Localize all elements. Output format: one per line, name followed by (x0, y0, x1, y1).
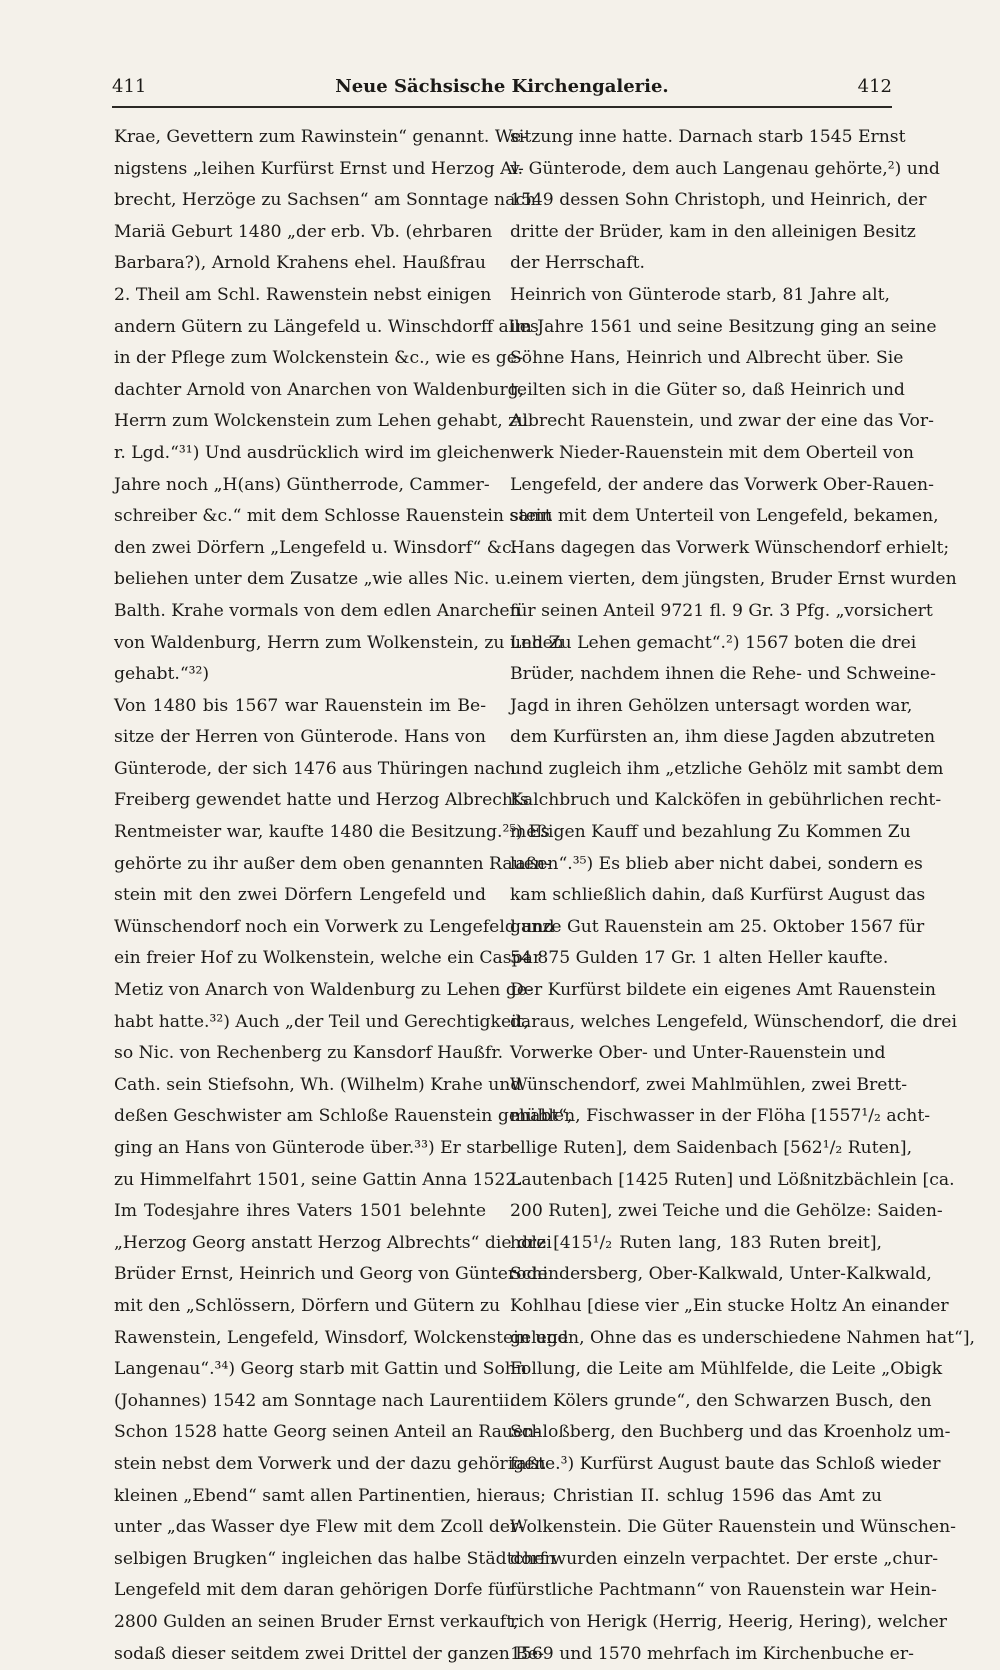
text-line: der Herrschaft. (510, 248, 882, 280)
text-line: dritte der Brüder, kam in den alleinigen Besitz (510, 217, 882, 249)
text-line: laßen“.³⁵) Es blieb aber nicht dabei, sondern es (510, 849, 882, 881)
text-line: rich von Herigk (Herrig, Heerig, Hering), welcher (510, 1607, 882, 1639)
text-line: Follung, die Leite am Mühlfelde, die Leite „Obigk (510, 1354, 882, 1386)
text-line: Im Todesjahre ihres Vaters 1501 belehnte (114, 1196, 486, 1228)
text-line: in der Pflege zum Wolckenstein &c., wie es ge- (114, 343, 486, 375)
text-line: Lengefeld mit dem daran gehörigen Dorfe für (114, 1575, 486, 1607)
text-line: dem Kölers grunde“, den Schwarzen Busch, den (510, 1386, 882, 1418)
text-line: andern Gütern zu Längefeld u. Winschdorff alles (114, 312, 486, 344)
text-line: teilten sich in die Güter so, daß Heinrich und (510, 375, 882, 407)
text-line: so Nic. von Rechenberg zu Kansdorf Haußfr. (114, 1038, 486, 1070)
text-line: stein mit den zwei Dörfern Lengefeld und (114, 880, 486, 912)
text-line: habt hatte.³²) Auch „der Teil und Gerechtigkeit, (114, 1007, 486, 1039)
text-line: und zugleich ihm „etzliche Gehölz mit sambt dem (510, 754, 882, 786)
text-line: r. Lgd.“³¹) Und ausdrücklich wird im gleichen (114, 438, 486, 470)
text-line: Schon 1528 hatte Georg seinen Anteil an Rauen- (114, 1417, 486, 1449)
text-line: Kohlhau [diese vier „Ein stucke Holtz An einander (510, 1291, 882, 1323)
text-line: Barbara?), Arnold Krahens ehel. Haußfrau (114, 248, 486, 280)
text-line: selbigen Brugken“ ingleichen das halbe Städtchen (114, 1544, 486, 1576)
text-line: ein freier Hof zu Wolkenstein, welche ein Caspar (114, 943, 486, 975)
text-line: Lengefeld, der andere das Vorwerk Ober-Rauen- (510, 470, 882, 502)
text-line: Schindersberg, Ober-Kalkwald, Unter-Kalkwald, (510, 1259, 882, 1291)
text-line: gelegen, Ohne das es underschiedene Nahmen hat“], (510, 1323, 882, 1355)
text-line: dem Kurfürsten an, ihm diese Jagden abzutreten (510, 722, 882, 754)
text-line: für seinen Anteil 9721 fl. 9 Gr. 3 Pfg. „vorsichert (510, 596, 882, 628)
text-line: Rentmeister war, kaufte 1480 die Besitzung.²⁵) Es (114, 817, 486, 849)
text-line: Der Kurfürst bildete ein eigenes Amt Rauenstein (510, 975, 882, 1007)
text-line: Lautenbach [1425 Ruten] und Lößnitzbächlein [ca. (510, 1165, 882, 1197)
right-column (510, 122, 882, 1670)
text-line: nigstens „leihen Kurfürst Ernst und Herzog Al- (114, 154, 486, 186)
text-line: Heinrich von Günterode starb, 81 Jahre alt, (510, 280, 882, 312)
text-line: Balth. Krahe vormals von dem edlen Anarchen (114, 596, 486, 628)
text-line: meßigen Kauff und bezahlung Zu Kommen Zu (510, 817, 882, 849)
text-line: fürstliche Pachtmann“ von Rauenstein war Hein- (510, 1575, 882, 1607)
text-line: holz [415¹/₂ Ruten lang, 183 Ruten breit], (510, 1228, 882, 1260)
text-line: Metiz von Anarch von Waldenburg zu Lehen ge- (114, 975, 486, 1007)
text-line: Von 1480 bis 1567 war Rauenstein im Be- (114, 691, 486, 723)
text-line: Hans dagegen das Vorwerk Wünschendorf erhielt; (510, 533, 882, 565)
text-line: kam schließlich dahin, daß Kurfürst August das (510, 880, 882, 912)
text-line: von Waldenburg, Herrn zum Wolkenstein, zu Lehen (114, 628, 486, 660)
text-line: dachter Arnold von Anarchen von Waldenburg, (114, 375, 486, 407)
text-line: im Jahre 1561 und seine Besitzung ging an seine (510, 312, 882, 344)
text-line: gehörte zu ihr außer dem oben genannten Rauen- (114, 849, 486, 881)
page-header (112, 76, 892, 104)
text-line: „Herzog Georg anstatt Herzog Albrechts“ die drei (114, 1228, 486, 1260)
text-line: v. Günterode, dem auch Langenau gehörte,²) und (510, 154, 882, 186)
text-line: Wünschendorf noch ein Vorwerk zu Lengefeld und (114, 912, 486, 944)
text-line: Vorwerke Ober- und Unter-Rauenstein und (510, 1038, 882, 1070)
text-line: 200 Ruten], zwei Teiche und die Gehölze: Saiden- (510, 1196, 882, 1228)
text-line: Mariä Geburt 1480 „der erb. Vb. (ehrbaren (114, 217, 486, 249)
text-line: faßte.³) Kurfürst August baute das Schloß wieder (510, 1449, 882, 1481)
text-line: brecht, Herzöge zu Sachsen“ am Sonntage nach (114, 185, 486, 217)
text-line: Schloßberg, den Buchberg und das Kroenholz um- (510, 1417, 882, 1449)
text-line: stein nebst dem Vorwerk und der dazu gehörigen (114, 1449, 486, 1481)
text-line: Jagd in ihren Gehölzen untersagt worden war, (510, 691, 882, 723)
text-line: deßen Geschwister am Schloße Rauenstein gehabt“, (114, 1101, 486, 1133)
text-line: Rawenstein, Lengefeld, Winsdorf, Wolckenstein und (114, 1323, 486, 1355)
text-line: Albrecht Rauenstein, und zwar der eine das Vor- (510, 406, 882, 438)
text-line: gehabt.“³²) (114, 659, 486, 691)
text-line: kleinen „Ebend“ samt allen Partinentien, hier (114, 1481, 486, 1513)
text-line: Cath. sein Stiefsohn, Wh. (Wilhelm) Krahe und (114, 1070, 486, 1102)
text-line: zu Himmelfahrt 1501, seine Gattin Anna 1522. (114, 1165, 486, 1197)
text-line: den zwei Dörfern „Lengefeld u. Winsdorf“ &c. (114, 533, 486, 565)
text-line: sitze der Herren von Günterode. Hans von (114, 722, 486, 754)
text-line: Herrn zum Wolckenstein zum Lehen gehabt, zu (114, 406, 486, 438)
text-line: Söhne Hans, Heinrich und Albrecht über. Sie (510, 343, 882, 375)
text-line: Krae, Gevettern zum Rawinstein“ genannt. We- (114, 122, 486, 154)
text-line: ganze Gut Rauenstein am 25. Oktober 1567 für (510, 912, 882, 944)
text-line: daraus, welches Lengefeld, Wünschendorf, die drei (510, 1007, 882, 1039)
text-line: ellige Ruten], dem Saidenbach [562¹/₂ Ruten], (510, 1133, 882, 1165)
left-column (114, 122, 486, 1670)
text-line: stein mit dem Unterteil von Lengefeld, bekamen, (510, 501, 882, 533)
text-line: mit den „Schlössern, Dörfern und Gütern zu (114, 1291, 486, 1323)
text-line: Freiberg gewendet hatte und Herzog Albrechts (114, 785, 486, 817)
page-number-right: 412 (858, 76, 892, 97)
text-line: einem vierten, dem jüngsten, Bruder Ernst wurden (510, 564, 882, 596)
text-line: unter „das Wasser dye Flew mit dem Zcoll der- (114, 1512, 486, 1544)
text-line: Wolkenstein. Die Güter Rauenstein und Wünschen- (510, 1512, 882, 1544)
text-line: mühlen, Fischwasser in der Flöha [1557¹/₂ acht- (510, 1101, 882, 1133)
running-title: Neue Sächsische Kirchengalerie. (112, 76, 892, 97)
text-line: Kalchbruch und Kalcköfen in gebührlichen recht- (510, 785, 882, 817)
text-line: ging an Hans von Günterode über.³³) Er starb (114, 1133, 486, 1165)
text-line: 2. Theil am Schl. Rawenstein nebst einigen (114, 280, 486, 312)
text-line: sitzung inne hatte. Darnach starb 1545 Ernst (510, 122, 882, 154)
text-line: sodaß dieser seitdem zwei Drittel der ganzen Be- (114, 1639, 486, 1670)
text-line: 1549 dessen Sohn Christoph, und Heinrich, der (510, 185, 882, 217)
text-line: dorf wurden einzeln verpachtet. Der erste „chur- (510, 1544, 882, 1576)
text-line: 2800 Gulden an seinen Bruder Ernst verkauft, (114, 1607, 486, 1639)
text-line: 54 875 Gulden 17 Gr. 1 alten Heller kaufte. (510, 943, 882, 975)
text-line: werk Nieder-Rauenstein mit dem Oberteil von (510, 438, 882, 470)
text-line: 1569 und 1570 mehrfach im Kirchenbuche er- (510, 1639, 882, 1670)
page-number-left: 411 (112, 76, 146, 97)
text-line: Jahre noch „H(ans) Güntherrode, Cammer- (114, 470, 486, 502)
text-line: beliehen unter dem Zusatze „wie alles Nic. u. (114, 564, 486, 596)
text-line: aus; Christian II. schlug 1596 das Amt zu (510, 1481, 882, 1513)
text-line: und Zu Lehen gemacht“.²) 1567 boten die drei (510, 628, 882, 660)
text-line: Langenau“.³⁴) Georg starb mit Gattin und Sohn (114, 1354, 486, 1386)
text-line: Brüder, nachdem ihnen die Rehe- und Schweine- (510, 659, 882, 691)
text-line: Brüder Ernst, Heinrich und Georg von Günterode (114, 1259, 486, 1291)
header-rule (112, 106, 892, 108)
text-line: Günterode, der sich 1476 aus Thüringen nach (114, 754, 486, 786)
text-line: Wünschendorf, zwei Mahlmühlen, zwei Brett- (510, 1070, 882, 1102)
text-line: (Johannes) 1542 am Sonntage nach Laurentii. (114, 1386, 486, 1418)
text-line: schreiber &c.“ mit dem Schlosse Rauenstein samt (114, 501, 486, 533)
